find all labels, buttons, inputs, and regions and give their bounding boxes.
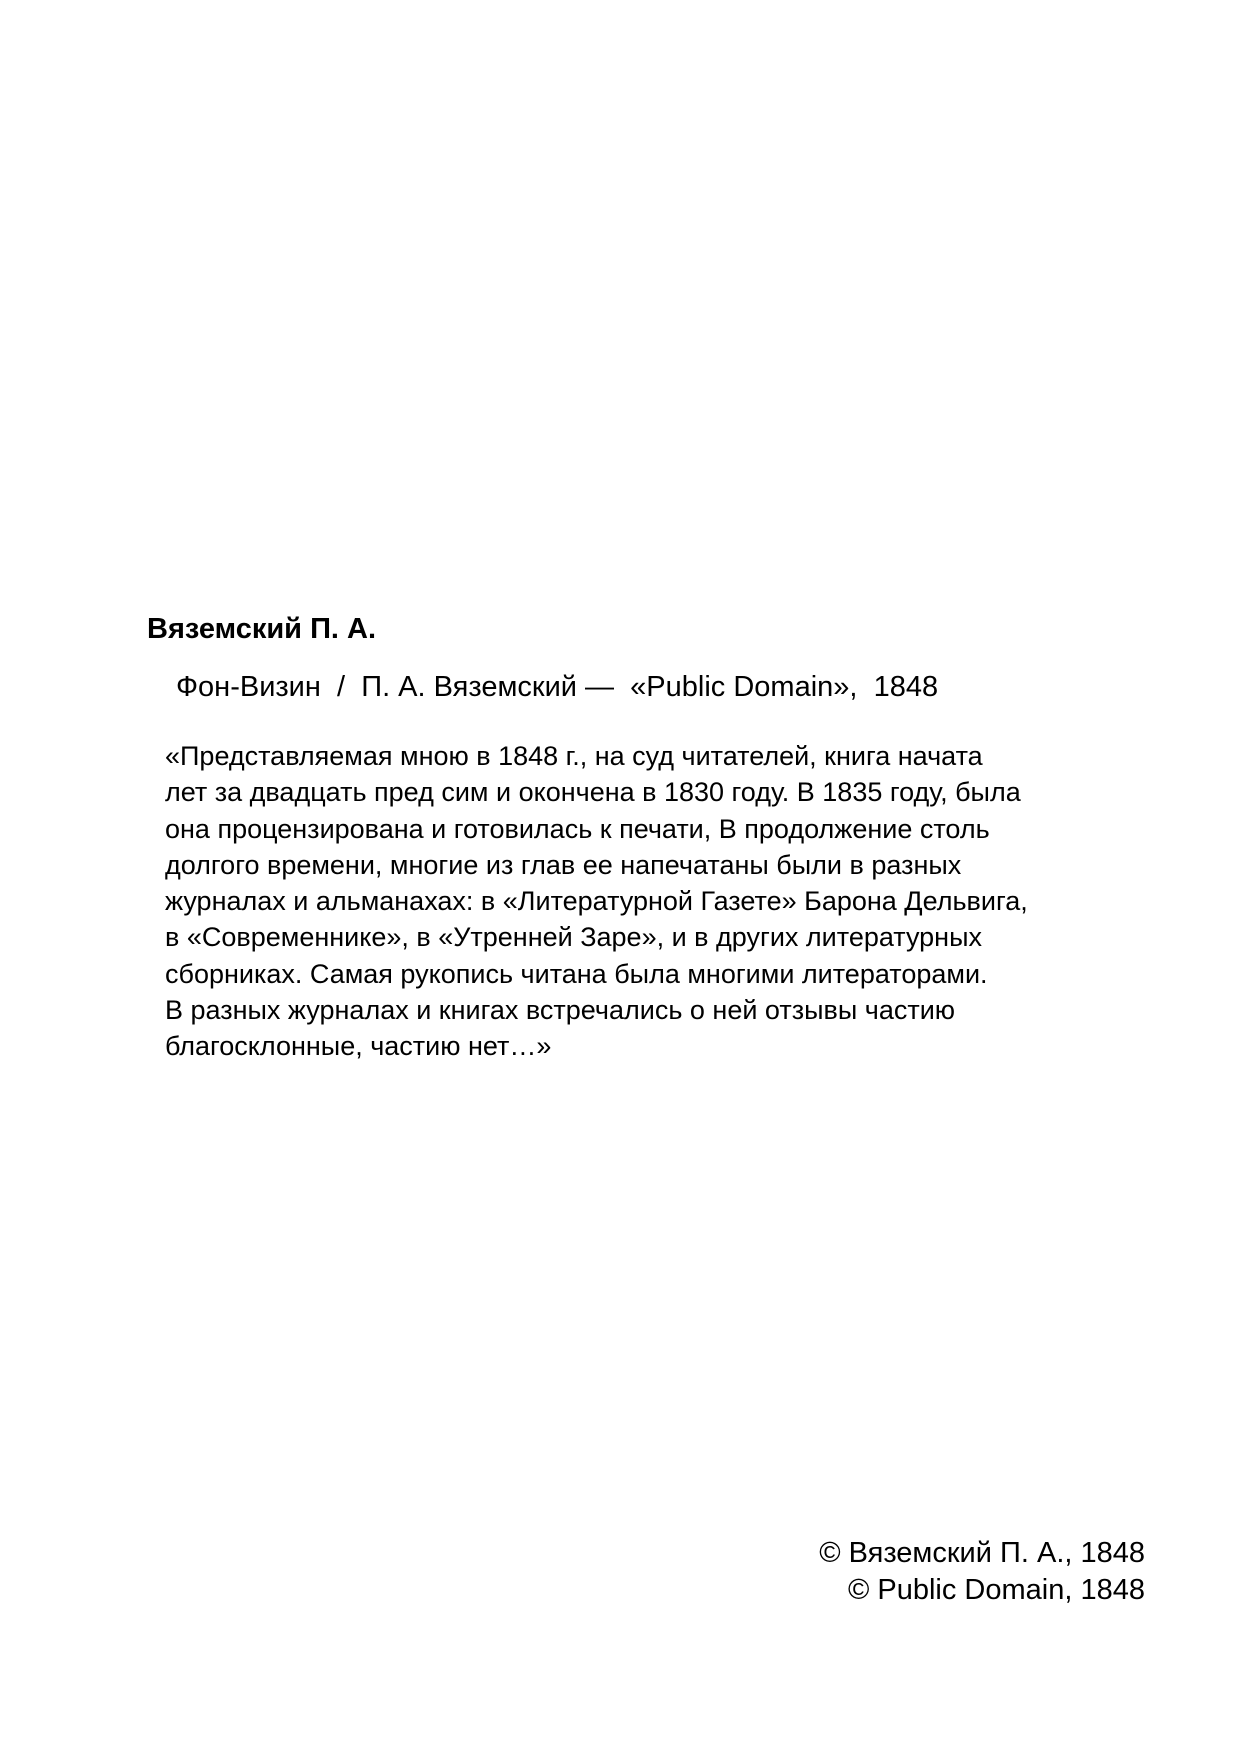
annotation-line: В разных журналах и книгах встречались о ней отзывы частию (165, 995, 956, 1026)
annotation-line: лет за двадцать пред сим и окончена в 1830 году. В 1835 году, была (165, 777, 1021, 808)
copyright-block (819, 1535, 1145, 1609)
copyright-author: © Вяземский П. А., 1848 (819, 1537, 1145, 1569)
citation-year: 1848 (873, 671, 939, 703)
annotation-line: сборниках. Самая рукопись читана была многими литераторами. (165, 958, 988, 989)
annotation-line: долгого времени, многие из глав ее напечатаны были в разных (165, 849, 962, 880)
annotation-line: она процензирована и готовилась к печати, В продолжение столь (165, 813, 990, 844)
annotation-line: благосклонные, частию нет…» (165, 1031, 552, 1062)
citation-publisher: «Public Domain», (630, 671, 858, 703)
annotation-line: журналах и альманахах: в «Литературной Газете» Барона Дельвига, (165, 886, 1028, 917)
citation-title: Фон-Визин (176, 671, 321, 703)
book-author: Вяземский П. А. (147, 613, 377, 645)
annotation-line: «Представляемая мною в 1848 г., на суд читателей, книга начата (165, 741, 983, 771)
annotation-line: в «Современнике», в «Утренней Заре», и в других литературных (165, 922, 982, 953)
citation-dash: — (585, 671, 615, 703)
citation-author: П. А. Вяземский (361, 671, 577, 703)
copyright-public-domain: © Public Domain, 1848 (847, 1574, 1145, 1606)
book-annotation (165, 738, 1165, 1065)
citation-separator: / (337, 671, 346, 703)
book-citation (176, 669, 938, 705)
